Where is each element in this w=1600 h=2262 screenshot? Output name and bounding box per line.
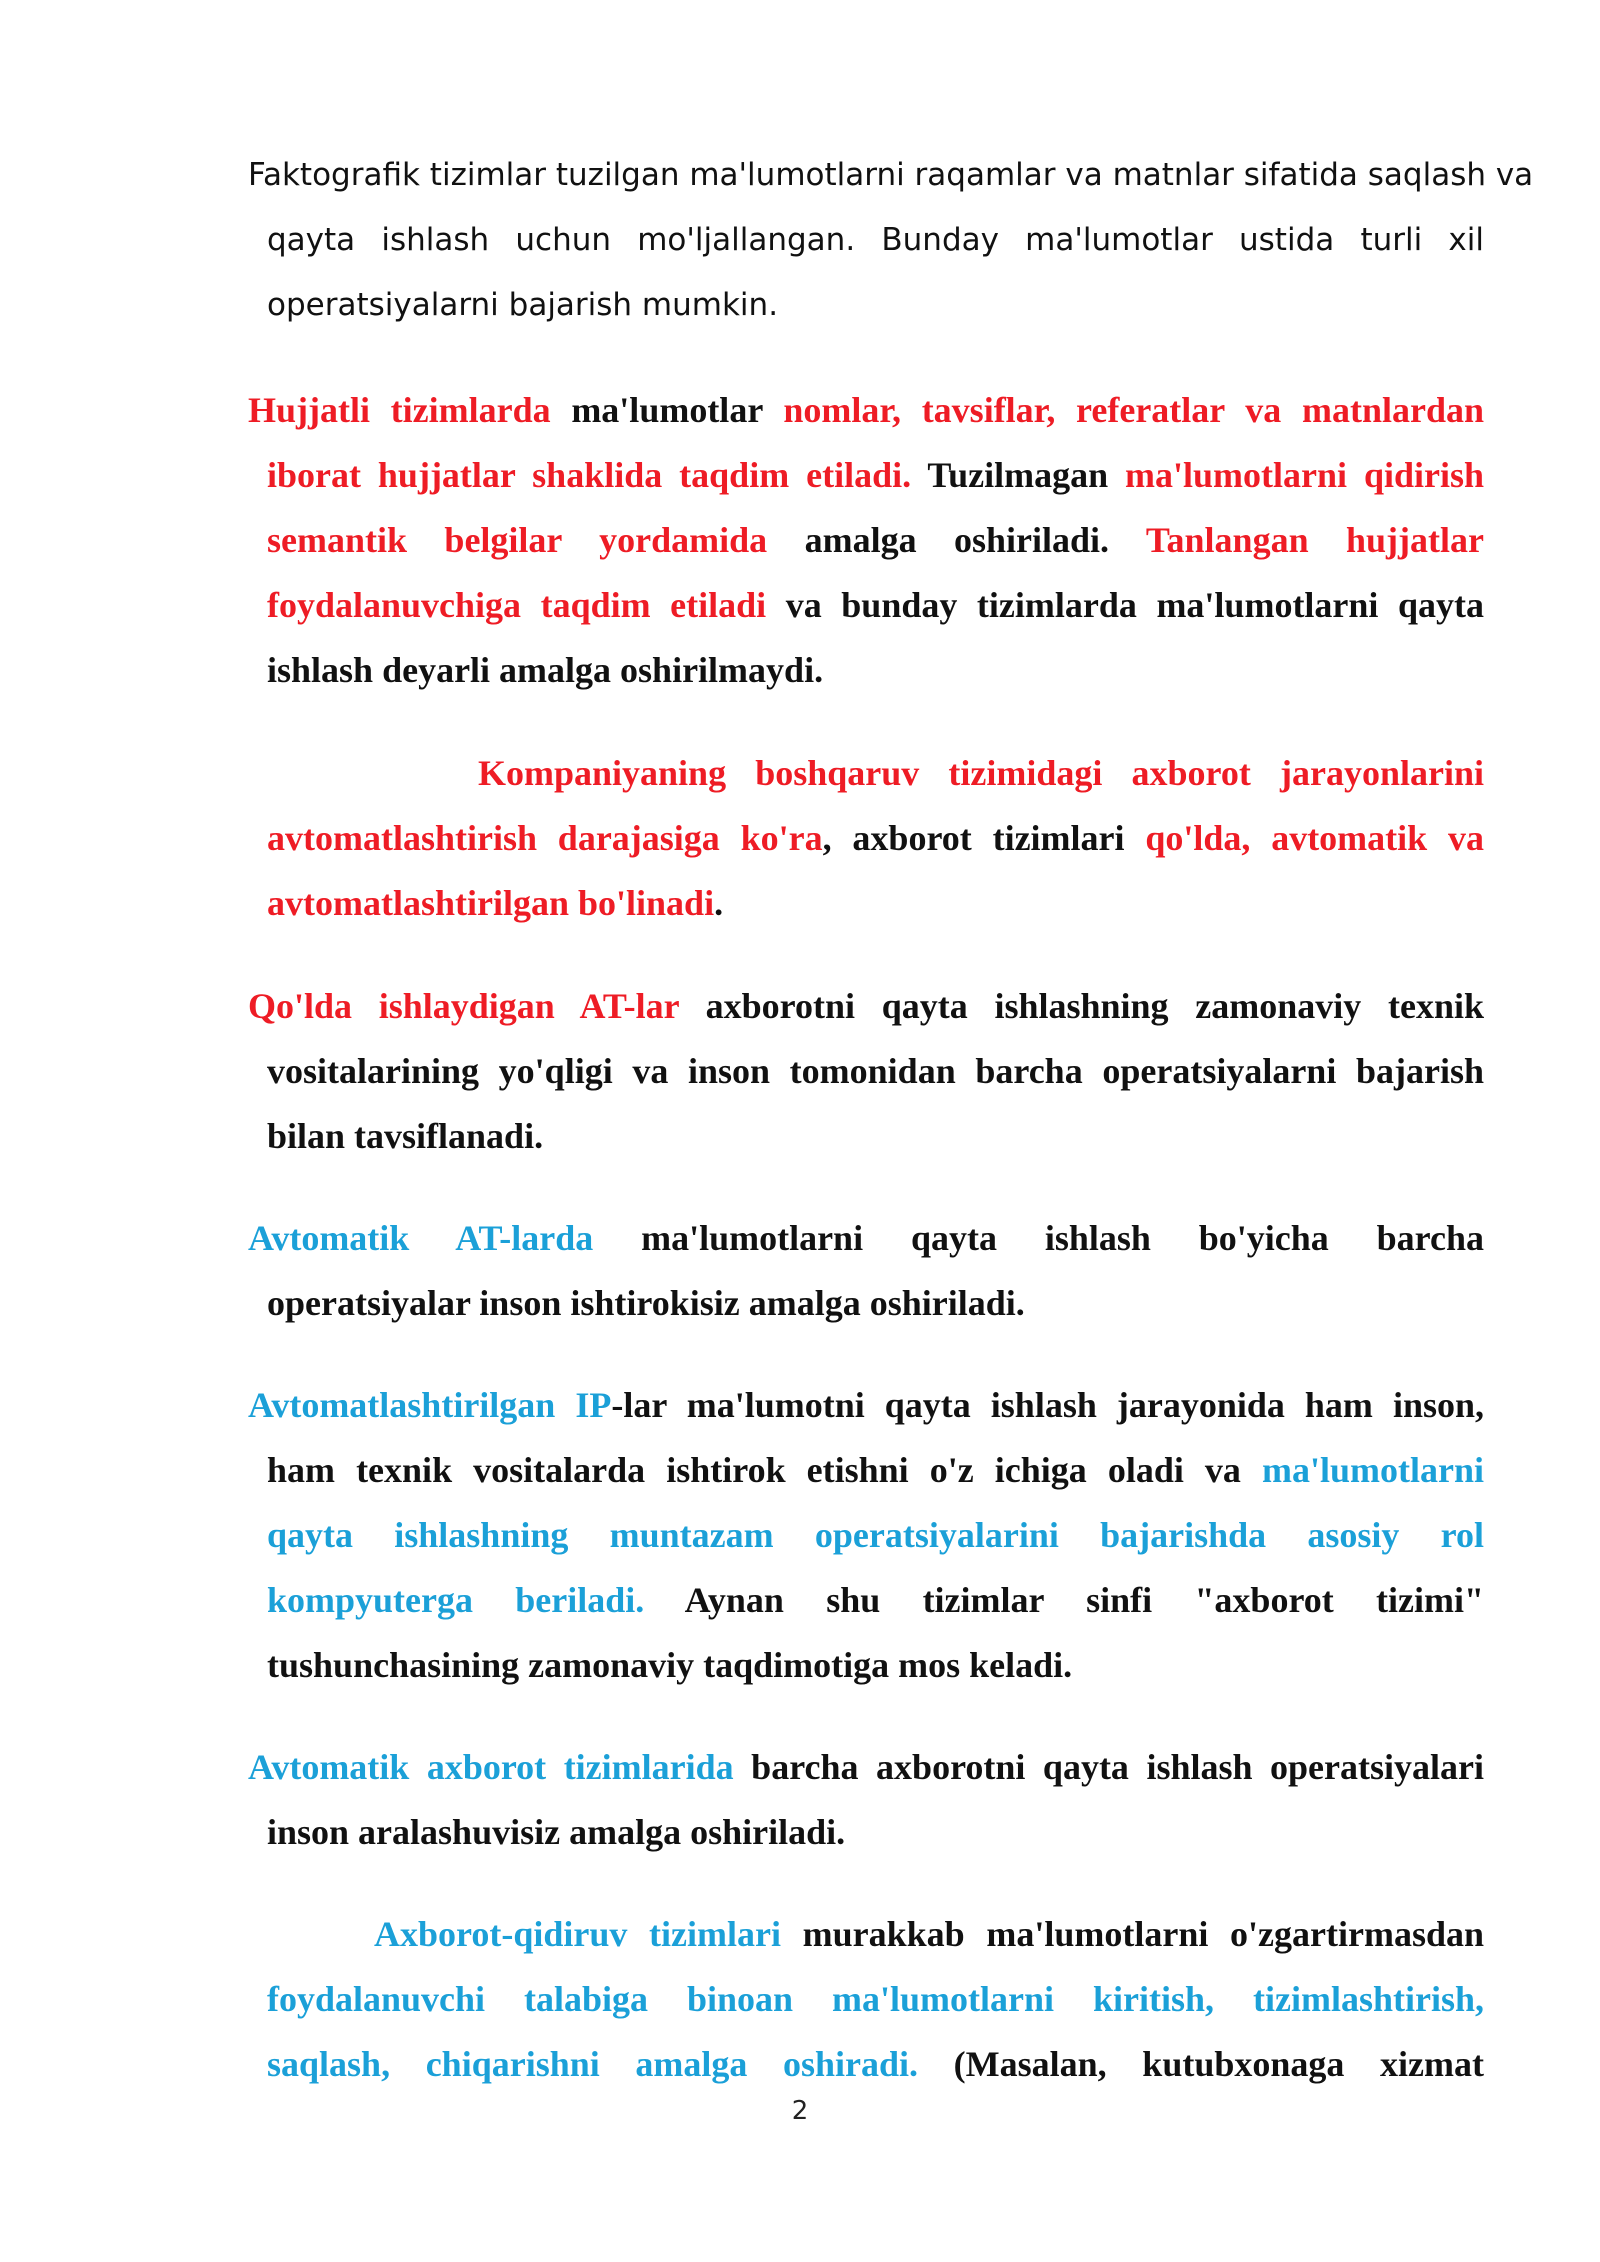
text-segment: amalga oshiriladi. <box>767 520 1146 560</box>
highlighted-term: qo'lda, avtomatik va <box>1145 818 1484 858</box>
text-line <box>248 871 1484 936</box>
paragraph-automation-degree <box>248 741 1484 936</box>
text-line <box>248 1800 1484 1865</box>
highlighted-term: ma'lumotlarni <box>1262 1450 1484 1490</box>
text-line <box>248 508 1484 573</box>
paragraph-automated-systems <box>248 1373 1484 1698</box>
text-line <box>248 974 1484 1039</box>
paragraph-automatic-systems <box>248 1206 1484 1336</box>
highlighted-term: Kompaniyaning boshqaruv tizimidagi axborot jarayonlarini <box>478 753 1484 793</box>
highlighted-term: Qo'lda ishlaydigan AT-lar <box>248 986 679 1026</box>
highlighted-term: Avtomatlashtirilgan IP <box>248 1385 612 1425</box>
text-line <box>248 1438 1484 1503</box>
text-segment: ham texnik vositalarda ishtirok etishni o'z ichiga oladi va <box>267 1450 1262 1490</box>
text-line <box>248 1206 1484 1271</box>
text-segment: murakkab ma'lumotlarni o'zgartirmasdan <box>780 1914 1485 1954</box>
page-number: 2 <box>791 2096 809 2126</box>
text-line <box>248 1568 1484 1633</box>
paragraph-document-systems <box>248 378 1484 703</box>
text-line <box>248 1373 1484 1438</box>
highlighted-term: Avtomatik axborot tizimlarida <box>248 1747 734 1787</box>
text-segment: operatsiyalarni bajarish mumkin. <box>267 287 779 323</box>
text-line <box>248 1902 1484 1967</box>
text-line <box>248 443 1484 508</box>
text-segment: -lar ma'lumotni qayta ishlash jarayonida ham inson, <box>611 1385 1485 1425</box>
text-line <box>248 1633 1484 1698</box>
text-line <box>248 1967 1484 2032</box>
text-segment: ishlash deyarli amalga oshirilmaydi. <box>267 650 824 690</box>
text-line <box>248 638 1484 703</box>
text-line <box>248 806 1484 871</box>
highlighted-term: Tanlangan hujjatlar <box>1145 520 1484 560</box>
text-segment: Tuzilmagan <box>911 455 1126 495</box>
text-segment: vositalarining yo'qligi va inson tomonidan barcha operatsiyalarni bajarish <box>267 1051 1484 1091</box>
highlighted-term: avtomatlashtirilgan bo'linadi <box>267 883 715 923</box>
highlighted-term: Avtomatik AT-larda <box>248 1218 594 1258</box>
text-segment: ma'lumotlarni qayta ishlash bo'yicha barcha <box>593 1218 1484 1258</box>
text-line <box>248 273 1484 338</box>
text-line <box>248 1735 1484 1800</box>
text-segment: , axborot tizimlari <box>822 818 1146 858</box>
text-segment: . <box>714 883 724 923</box>
paragraph-information-retrieval-systems <box>248 1902 1484 2097</box>
highlighted-term: foydalanuvchiga taqdim etiladi <box>267 585 767 625</box>
highlighted-term: ma'lumotlarni qidirish <box>1125 455 1485 495</box>
text-segment: operatsiyalar inson ishtirokisiz amalga oshiriladi. <box>267 1283 1025 1323</box>
text-line <box>248 378 1484 443</box>
text-segment: va bunday tizimlarda ma'lumotlarni qayta <box>766 585 1484 625</box>
text-segment: axborotni qayta ishlashning zamonaviy texnik <box>678 986 1484 1026</box>
paragraph-manual-systems <box>248 974 1484 1169</box>
highlighted-term: qayta ishlashning muntazam operatsiyalarini bajarishda asosiy rol <box>267 1515 1484 1555</box>
paragraph-factographic-systems <box>248 143 1534 338</box>
text-segment: qayta ishlash uchun mo'ljallangan. Bunday ma'lumotlar ustida turli xil <box>267 222 1484 258</box>
paragraph-automatic-information-systems <box>248 1735 1484 1865</box>
text-segment: Aynan shu tizimlar sinfi "axborot tizimi" <box>644 1580 1484 1620</box>
text-segment: ma'lumotlar <box>550 390 784 430</box>
text-line <box>248 1104 1484 1169</box>
text-line <box>248 1039 1484 1104</box>
text-line <box>248 741 1484 806</box>
highlighted-term: avtomatlashtirish darajasiga ko'ra <box>267 818 823 858</box>
text-line <box>248 1271 1484 1336</box>
text-segment: tushunchasining zamonaviy taqdimotiga mos keladi. <box>267 1645 1073 1685</box>
text-line <box>248 2032 1484 2097</box>
highlighted-term: iborat hujjatlar shaklida taqdim etiladi. <box>267 455 912 495</box>
text-segment: (Masalan, kutubxonaga xizmat <box>918 2044 1484 2084</box>
text-segment: barcha axborotni qayta ishlash operatsiyalari <box>733 1747 1484 1787</box>
text-line <box>248 143 1534 208</box>
highlighted-term: kompyuterga beriladi. <box>267 1580 645 1620</box>
text-line <box>248 208 1484 273</box>
text-line <box>248 1503 1484 1568</box>
highlighted-term: saqlash, chiqarishni amalga oshiradi. <box>267 2044 919 2084</box>
highlighted-term: Axborot-qidiruv tizimlari <box>374 1914 781 1954</box>
highlighted-term: Hujjatli tizimlarda <box>248 390 551 430</box>
text-segment: Faktografik tizimlar tuzilgan ma'lumotlarni raqamlar va matnlar sifatida saqlash va <box>248 157 1534 193</box>
text-line <box>248 573 1484 638</box>
highlighted-term: semantik belgilar yordamida <box>267 520 768 560</box>
text-segment: inson aralashuvisiz amalga oshiriladi. <box>267 1812 846 1852</box>
highlighted-term: nomlar, tavsiflar, referatlar va matnlardan <box>783 390 1484 430</box>
text-segment: bilan tavsiflanadi. <box>267 1116 544 1156</box>
highlighted-term: foydalanuvchi talabiga binoan ma'lumotlarni kiritish, tizimlashtirish, <box>267 1979 1484 2019</box>
